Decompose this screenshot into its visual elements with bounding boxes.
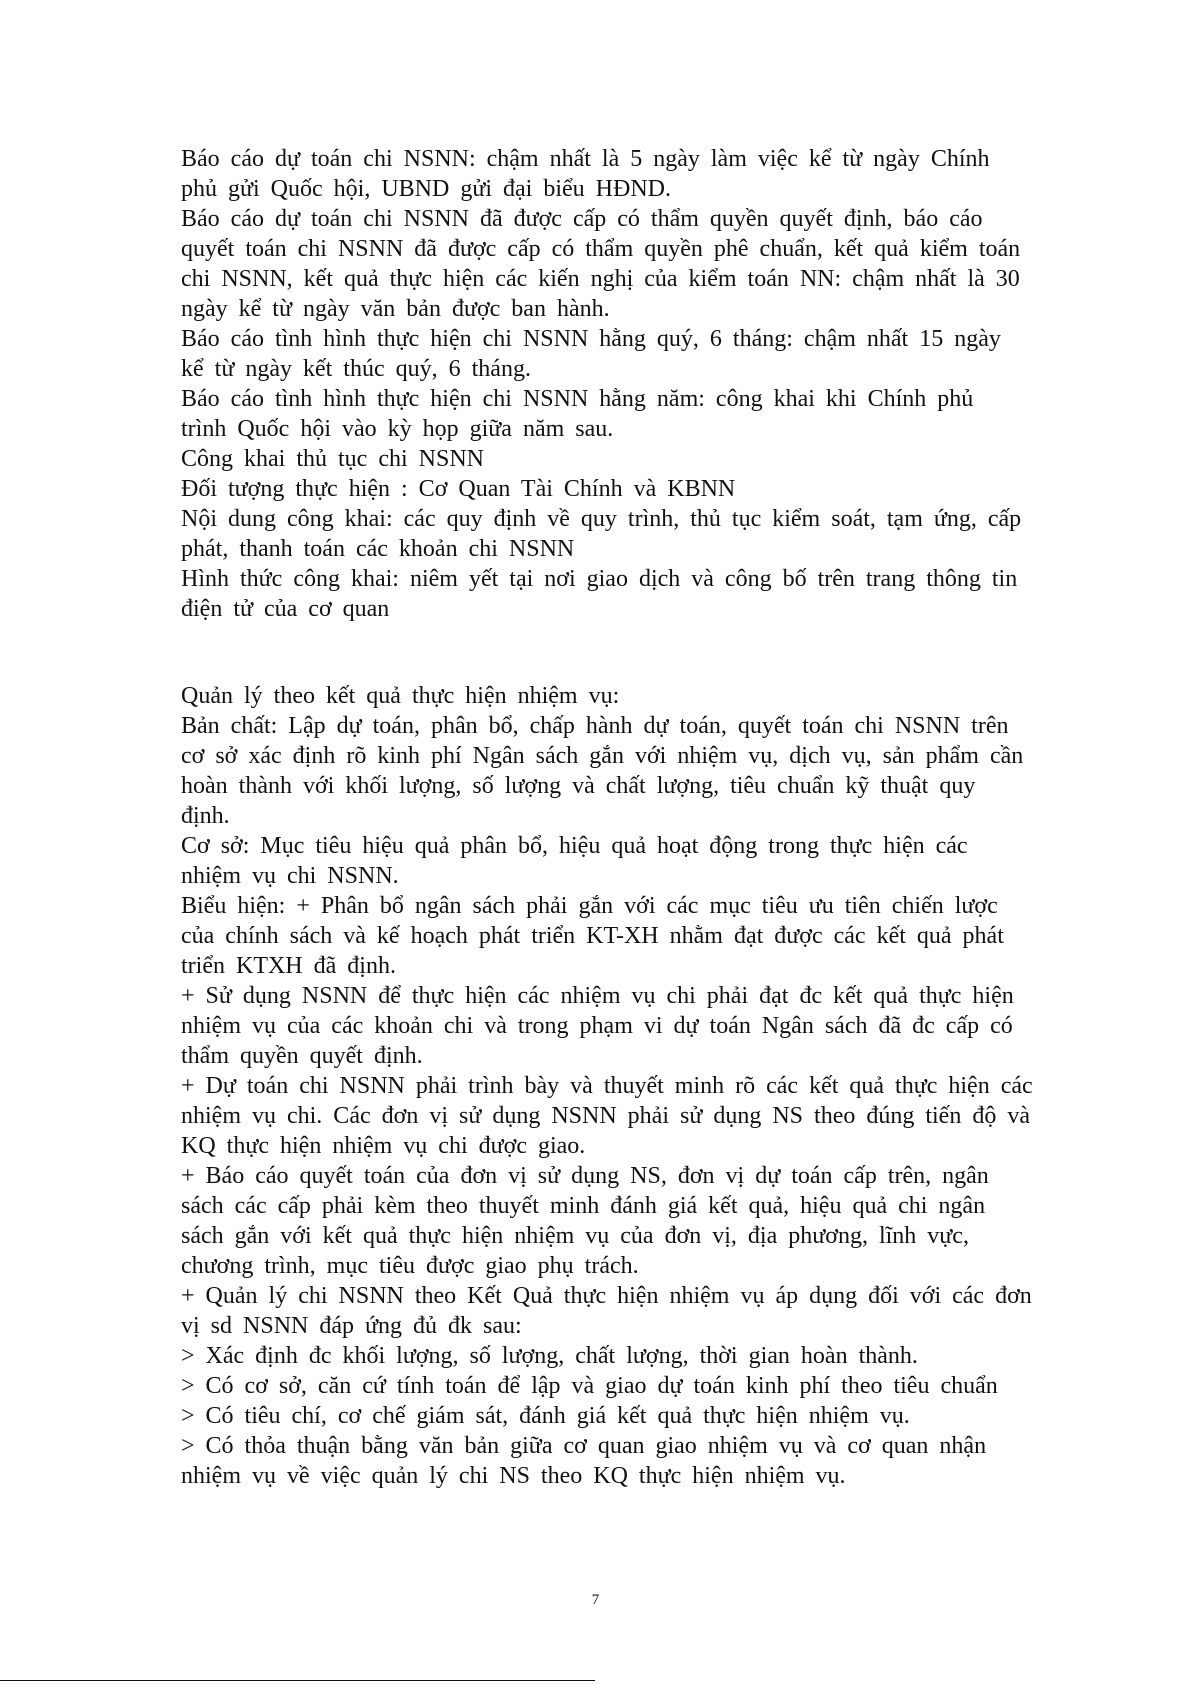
section-heading: Quản lý theo kết quả thực hiện nhiệm vụ: — [181, 683, 620, 709]
text-line: Đối tượng thực hiện : Cơ Quan Tài Chính và KBNN — [181, 476, 736, 502]
text-line: KQ thực hiện nhiệm vụ chi được giao. — [181, 1133, 586, 1159]
text-line: Công khai thủ tục chi NSNN — [181, 446, 484, 472]
text-line: + Dự toán chi NSNN phải trình bày và thuyết minh rõ các kết quả thực hiện các — [181, 1073, 1033, 1099]
text-line: > Có cơ sở, căn cứ tính toán để lập và giao dự toán kinh phí theo tiêu chuẩn — [181, 1373, 998, 1399]
page-number: 7 — [591, 1592, 600, 1608]
text-line: + Quản lý chi NSNN theo Kết Quả thực hiện nhiệm vụ áp dụng đối với các đơn — [181, 1283, 1032, 1309]
text-line: nhiệm vụ chi NSNN. — [181, 863, 399, 889]
text-line: > Có tiêu chí, cơ chế giám sát, đánh giá kết quả thực hiện nhiệm vụ. — [181, 1403, 910, 1429]
text-line: Bản chất: Lập dự toán, phân bổ, chấp hành dự toán, quyết toán chi NSNN trên — [181, 713, 1009, 739]
text-line: Báo cáo tình hình thực hiện chi NSNN hằng quý, 6 tháng: chậm nhất 15 ngày — [181, 326, 1001, 352]
text-line: quyết toán chi NSNN đã được cấp có thẩm quyền phê chuẩn, kết quả kiểm toán — [181, 236, 1021, 262]
text-line: của chính sách và kế hoạch phát triển KT-XH nhằm đạt được các kết quả phát — [181, 923, 1004, 949]
text-line: ngày kể từ ngày văn bản được ban hành. — [181, 296, 610, 322]
text-line: triển KTXH đã định. — [181, 953, 396, 979]
text-line: chương trình, mục tiêu được giao phụ trách. — [181, 1253, 639, 1279]
disclosure-section — [181, 144, 1126, 624]
text-line: phát, thanh toán các khoản chi NSNN — [181, 536, 575, 562]
text-line: nhiệm vụ chi. Các đơn vị sử dụng NSNN phải sử dụng NS theo đúng tiến độ và — [181, 1103, 1030, 1129]
text-line: Cơ sở: Mục tiêu hiệu quả phân bổ, hiệu quả hoạt động trong thực hiện các — [181, 833, 968, 859]
text-line: trình Quốc hội vào kỳ họp giữa năm sau. — [181, 416, 614, 442]
text-line: chi NSNN, kết quả thực hiện các kiến nghị của kiểm toán NN: chậm nhất là 30 — [181, 266, 1020, 292]
text-line: định. — [181, 803, 230, 829]
text-line: Nội dung công khai: các quy định về quy trình, thủ tục kiểm soát, tạm ứng, cấp — [181, 506, 1022, 532]
text-line: nhiệm vụ của các khoản chi và trong phạm vi dự toán Ngân sách đã đc cấp có — [181, 1013, 1013, 1039]
text-line: > Xác định đc khối lượng, số lượng, chất lượng, thời gian hoàn thành. — [181, 1343, 918, 1369]
text-line: hoàn thành với khối lượng, số lượng và chất lượng, tiêu chuẩn kỹ thuật quy — [181, 773, 976, 799]
text-line: + Sử dụng NSNN để thực hiện các nhiệm vụ chi phải đạt đc kết quả thực hiện — [181, 983, 1014, 1009]
results-management-section — [181, 681, 1126, 1491]
text-line: Báo cáo dự toán chi NSNN: chậm nhất là 5 ngày làm việc kể từ ngày Chính — [181, 146, 990, 172]
text-line: nhiệm vụ về việc quản lý chi NS theo KQ thực hiện nhiệm vụ. — [181, 1463, 846, 1489]
text-line: điện tử của cơ quan — [181, 596, 390, 622]
text-line: sách các cấp phải kèm theo thuyết minh đánh giá kết quả, hiệu quả chi ngân — [181, 1193, 986, 1219]
text-line: Hình thức công khai: niêm yết tại nơi giao dịch và công bố trên trang thông tin — [181, 566, 1018, 592]
text-line: Biểu hiện: + Phân bổ ngân sách phải gắn với các mục tiêu ưu tiên chiến lược — [181, 893, 998, 919]
text-line: > Có thỏa thuận bằng văn bản giữa cơ quan giao nhiệm vụ và cơ quan nhận — [181, 1433, 987, 1459]
text-line: Báo cáo tình hình thực hiện chi NSNN hằng năm: công khai khi Chính phủ — [181, 386, 974, 412]
text-line: kể từ ngày kết thúc quý, 6 tháng. — [181, 356, 531, 382]
text-line: + Báo cáo quyết toán của đơn vị sử dụng NS, đơn vị dự toán cấp trên, ngân — [181, 1163, 989, 1189]
text-line: sách gắn với kết quả thực hiện nhiệm vụ của đơn vị, địa phương, lĩnh vực, — [181, 1223, 969, 1249]
text-line: cơ sở xác định rõ kinh phí Ngân sách gắn với nhiệm vụ, dịch vụ, sản phẩm cần — [181, 743, 1024, 769]
text-line: phủ gửi Quốc hội, UBND gửi đại biểu HĐND. — [181, 176, 671, 202]
text-line: vị sd NSNN đáp ứng đủ đk sau: — [181, 1313, 522, 1339]
text-line: thẩm quyền quyết định. — [181, 1043, 423, 1069]
text-line: Báo cáo dự toán chi NSNN đã được cấp có thẩm quyền quyết định, báo cáo — [181, 206, 983, 232]
footer-rule — [0, 1680, 595, 1681]
